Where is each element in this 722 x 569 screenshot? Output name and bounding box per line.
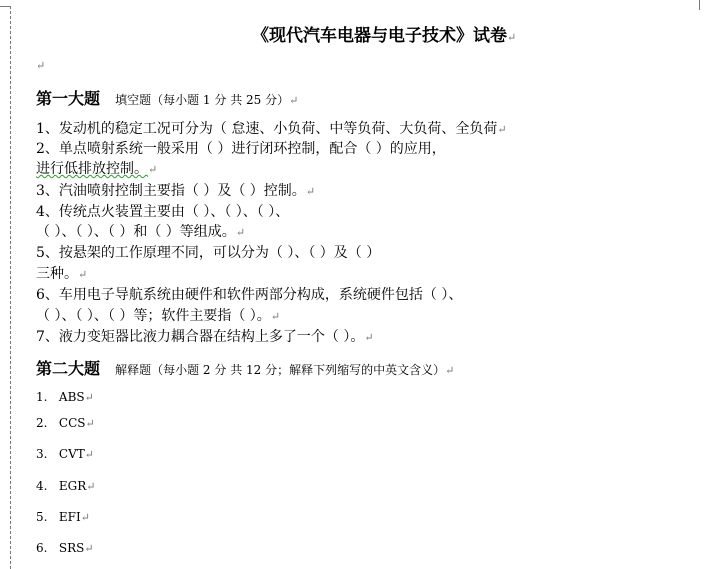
question-7 [36, 326, 374, 346]
page-margin-guide-right [699, 0, 700, 10]
section1-heading: 第一大题 [36, 89, 101, 108]
abbr-term: CVT [58, 447, 85, 461]
section2-description: 解释题（每小题 2 分 共 12 分；解释下列缩写的中英文含义） [115, 363, 446, 377]
item-number: 2. [36, 416, 48, 430]
item-number: 3. [36, 447, 48, 461]
paragraph-mark: ↵ [85, 417, 95, 430]
question-text: 6、车用电子导航系统由硬件和软件两部分构成，系统硬件包括（ ）、 [36, 287, 463, 303]
abbr-term: EGR [58, 479, 87, 493]
paragraph-mark: ↵ [80, 511, 90, 524]
question-2-line2 [36, 158, 157, 178]
paragraph-mark: ↵ [84, 448, 94, 461]
paragraph-mark: ↵ [364, 331, 374, 344]
item-number: 5. [36, 510, 48, 524]
paragraph-mark: ↵ [305, 185, 316, 198]
paragraph-mark: ↵ [289, 94, 299, 107]
question-3 [36, 180, 315, 200]
paragraph-mark: ↵ [497, 123, 507, 136]
paragraph-mark: ↵ [270, 310, 281, 323]
question-text: 5、按悬架的工作原理不同，可以分为（ ）、（ ）及（ ） [36, 245, 381, 261]
paragraph-mark: ↵ [445, 364, 455, 377]
abbr-item [36, 479, 96, 493]
question-text: 1、发动机的稳定工况可分为（ 怠速、小负荷、中等负荷、大负荷、全负荷 [36, 121, 498, 137]
item-number: 4. [36, 479, 48, 493]
question-5-line1 [36, 242, 380, 262]
abbr-term: ABS [58, 390, 85, 404]
abbr-item [36, 541, 94, 555]
question-5-line2 [36, 263, 87, 283]
abbr-term: EFI [58, 510, 81, 524]
question-text: （ ）、（ ）、（ ）等；软件主要指（ ）。 [36, 308, 271, 324]
question-text: （ ）、（ ）、（ ）和（ ）等组成。 [36, 224, 236, 240]
paragraph-mark: ↵ [78, 268, 88, 281]
question-text: 3、汽油喷射控制主要指（ ）及（ ）控制。 [36, 183, 306, 199]
document-title-line [252, 21, 516, 46]
question-1 [36, 118, 507, 138]
section1-description: 填空题（每小题 1 分 共 25 分） [115, 93, 290, 107]
item-number: 6. [36, 541, 48, 555]
abbr-term: CCS [58, 416, 86, 430]
question-text: 2、单点喷射系统一般采用（ ）进行闭环控制，配合（ ）的应用， [36, 141, 446, 157]
page-corner-mark [0, 0, 10, 7]
page-margin-guide-left [10, 6, 11, 569]
abbr-item [36, 510, 90, 524]
abbr-item [36, 390, 94, 404]
question-2-line1 [36, 138, 446, 158]
paragraph-mark: ↵ [235, 226, 246, 239]
question-4-line2 [36, 221, 245, 241]
question-text: 进行低排放控制。 [36, 161, 148, 177]
paragraph-mark: ↵ [148, 163, 158, 176]
paragraph-mark: ↵ [36, 59, 46, 72]
section2-heading: 第二大题 [36, 359, 101, 378]
paragraph-mark: ↵ [84, 542, 94, 555]
paragraph-mark: ↵ [86, 480, 96, 493]
abbr-item [36, 447, 94, 461]
question-text: 4、传统点火装置主要由（ ）、（ ）、（ ）、 [36, 204, 290, 220]
paragraph-mark: ↵ [507, 31, 517, 44]
question-text: 三种。 [36, 266, 78, 282]
section1-header [36, 86, 298, 109]
document-title: 《现代汽车电器与电子技术》试卷 [252, 26, 507, 46]
abbr-term: SRS [58, 541, 85, 555]
question-text: 7、液力变矩器比液力耦合器在结构上多了一个（ ）。 [36, 329, 365, 345]
item-number: 1. [36, 390, 48, 404]
paragraph-mark: ↵ [84, 391, 94, 404]
section2-header [36, 356, 454, 379]
question-4-line1 [36, 201, 289, 221]
question-6-line2 [36, 305, 280, 325]
question-6-line1 [36, 284, 462, 304]
abbr-item [36, 416, 95, 430]
